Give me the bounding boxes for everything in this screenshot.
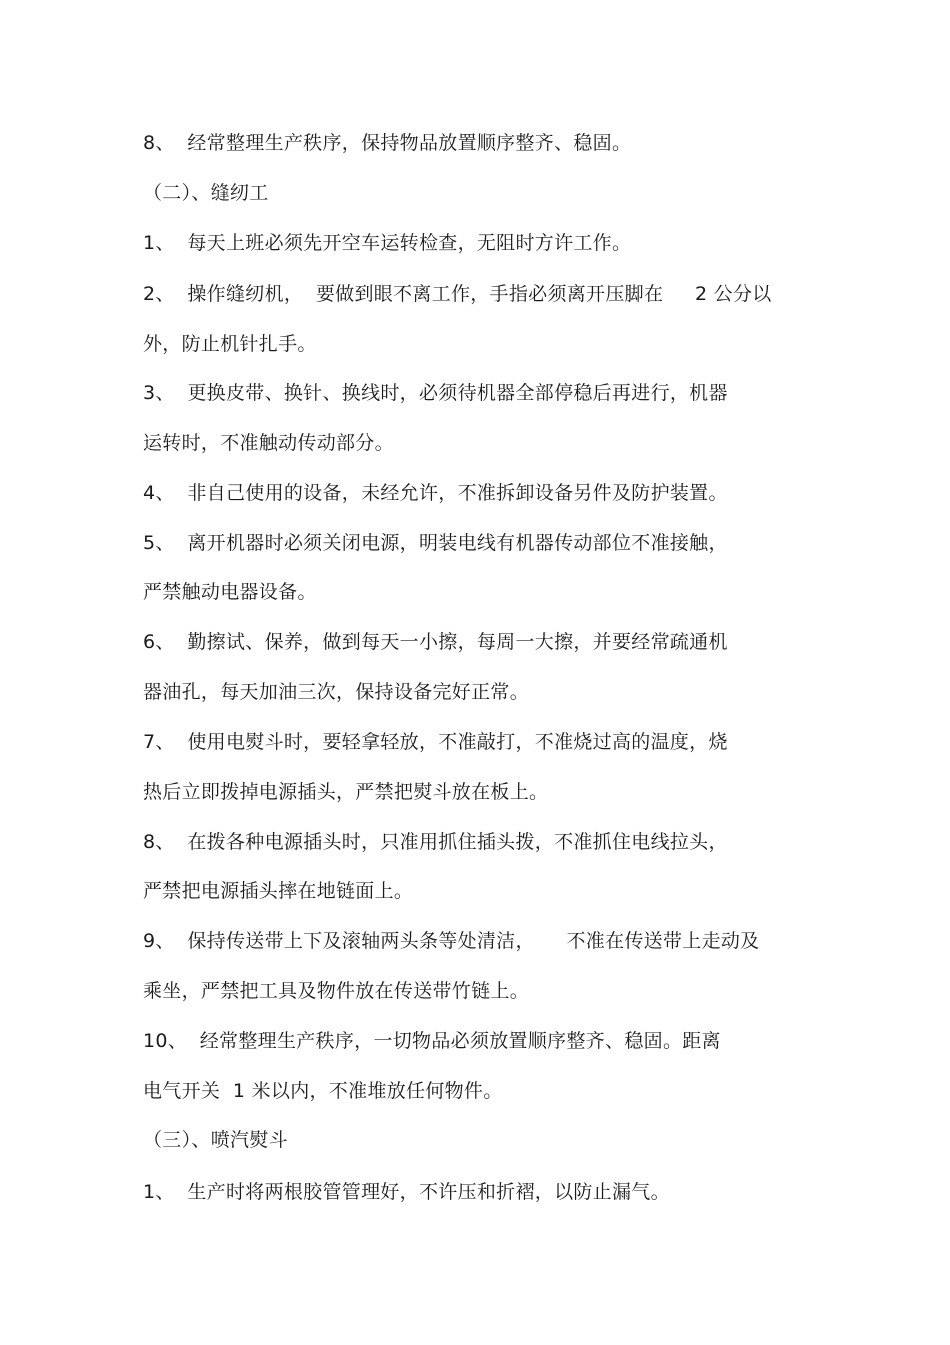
paragraph-line: 6、 勤擦试、保养，做到每天一小擦，每周一大擦，并要经常疏通机 (143, 631, 728, 653)
paragraph-line: 乘坐，严禁把工具及物件放在传送带竹链上。 (143, 980, 530, 1002)
paragraph-line: 4、 非自己使用的设备，未经允许，不准拆卸设备另件及防护装置。 (143, 482, 728, 504)
paragraph-line: 9、 保持传送带上下及滚轴两头条等处清洁， 不准在传送带上走动及 (143, 930, 760, 952)
paragraph-line: 外，防止机针扎手。 (143, 333, 317, 355)
paragraph-line: 10、 经常整理生产秩序，一切物品必须放置顺序整齐、稳固。距离 (143, 1030, 721, 1052)
paragraph-line: 1、 生产时将两根胶管管理好，不许压和折褶，以防止漏气。 (143, 1181, 670, 1203)
paragraph-line: 7、 使用电熨斗时，要轻拿轻放，不准敲打，不准烧过高的温度，烧 (143, 731, 728, 753)
paragraph-line: 热后立即拨掉电源插头，严禁把熨斗放在板上。 (143, 781, 549, 803)
paragraph-line: 运转时，不准触动传动部分。 (143, 432, 394, 454)
paragraph-line: 8、 在拨各种电源插头时，只准用抓住插头拨，不准抓住电线拉头， (143, 831, 728, 853)
section-heading-sewing-worker: （二）、缝纫工 (143, 182, 269, 204)
paragraph-line: 器油孔，每天加油三次，保持设备完好正常。 (143, 681, 530, 703)
paragraph-line: 8、 经常整理生产秩序，保持物品放置顺序整齐、稳固。 (143, 132, 632, 154)
paragraph-line: 严禁把电源插头摔在地链面上。 (143, 880, 414, 902)
section-heading-steam-iron: （三）、喷汽熨斗 (143, 1129, 288, 1151)
paragraph-line: 5、 离开机器时必须关闭电源，明装电线有机器传动部位不准接触， (143, 532, 728, 554)
paragraph-line: 严禁触动电器设备。 (143, 581, 317, 603)
paragraph-line: 1、 每天上班必须先开空车运转检查，无阻时方许工作。 (143, 232, 632, 254)
paragraph-line: 电气开关 1 米以内，不准堆放任何物件。 (143, 1080, 503, 1102)
paragraph-line: 2、 操作缝纫机， 要做到眼不离工作，手指必须离开压脚在 2 公分以 (143, 283, 772, 305)
paragraph-line: 3、 更换皮带、换针、换线时，必须待机器全部停稳后再进行，机器 (143, 382, 728, 404)
